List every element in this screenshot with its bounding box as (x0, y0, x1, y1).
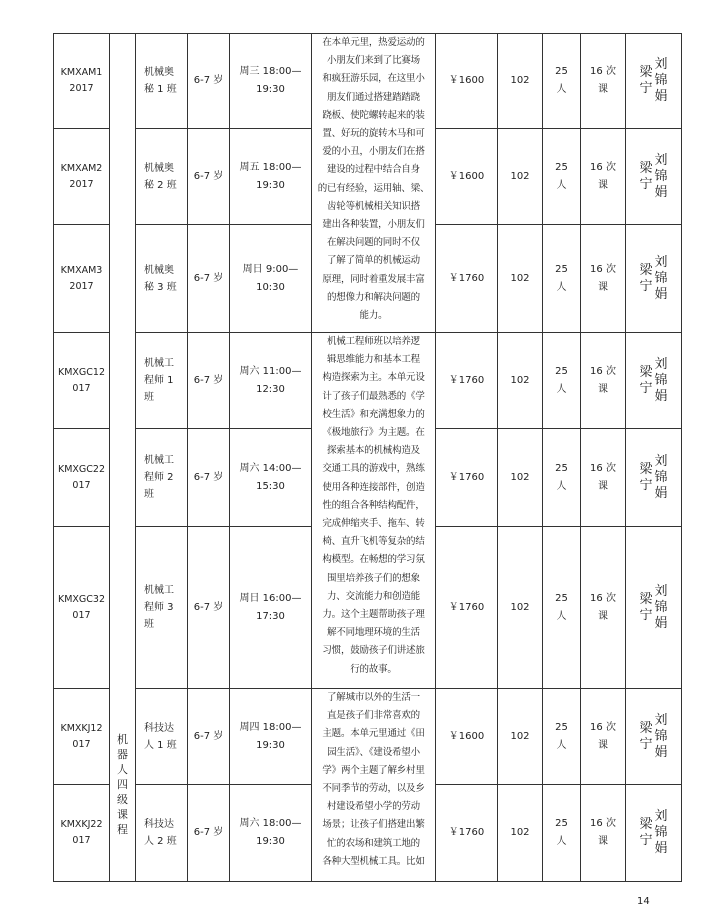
capacity (543, 429, 581, 527)
room: 102 (498, 34, 543, 129)
course-code-line: KMXAM3 (60, 264, 103, 276)
class-name-line: 科技达 (144, 722, 174, 734)
class-time-line: 周四 18:00— (239, 721, 302, 733)
teacher-2: 刘锦娟 (654, 712, 668, 760)
course-code (54, 785, 110, 882)
class-name-line: 程师 3 (144, 602, 174, 613)
teacher-1: 梁宁 (639, 262, 653, 294)
course-code (54, 429, 110, 527)
description-line: 朋友们通过搭建踏踏跷 (326, 91, 420, 103)
teacher-1: 梁宁 (639, 160, 653, 192)
price: ￥1760 (436, 333, 498, 429)
class-name-line: 班 (144, 392, 154, 403)
price: ￥1760 (436, 225, 498, 333)
class-name-line: 机械奥 (144, 264, 174, 276)
description-line: 场景；让孩子们搭建出繁 (322, 819, 425, 831)
description-line: 跷板、使陀螺转起来的装 (322, 109, 425, 121)
description-line: 机械工程师班以培养逻 (326, 336, 420, 347)
lesson-count (581, 429, 626, 527)
room: 102 (498, 225, 543, 333)
course-code-line: KMXAM1 (60, 67, 103, 78)
room: 102 (498, 129, 543, 225)
room: 102 (498, 333, 543, 429)
teacher-2: 刘锦娟 (654, 254, 668, 302)
description-line: 齿轮等机械相关知识搭 (326, 200, 420, 212)
course-code (54, 225, 110, 333)
description-line: 直是孩子们非常喜欢的 (326, 710, 420, 722)
teachers (626, 527, 682, 689)
room: 102 (498, 429, 543, 527)
description-line: 椅、直升飞机等复杂的结 (322, 536, 425, 548)
table-row (54, 689, 682, 785)
class-time-line: 19:30 (256, 179, 285, 191)
capacity-line: 人 (556, 480, 567, 492)
category-char: 程 (117, 823, 128, 836)
description-line: 力。这个主题帮助孩子理 (322, 609, 425, 621)
description-line: 在本单元里，热爱运动的 (322, 37, 425, 48)
category-char: 机 (117, 733, 128, 746)
class-time (230, 34, 312, 129)
class-time-line: 19:30 (256, 84, 285, 95)
lesson-count (581, 785, 626, 882)
description-line: 交通工具的游戏中，熟练 (322, 463, 425, 475)
class-name-line: 秘 2 班 (144, 179, 177, 191)
description-line: 在解决问题的同时不仅 (326, 237, 420, 249)
class-time (230, 689, 312, 785)
description-line: 校生活》和充满想象力的 (322, 408, 425, 420)
lesson-count-line: 16 次 (590, 66, 616, 77)
lesson-count (581, 225, 626, 333)
capacity (543, 225, 581, 333)
capacity-line: 25 (555, 365, 568, 377)
course-category (110, 34, 136, 882)
class-time (230, 527, 312, 689)
description-line: 爱的小丑，小朋友们在搭 (322, 146, 425, 158)
lesson-count (581, 129, 626, 225)
class-time-line: 12:30 (256, 383, 285, 395)
age-range: 6-7 岁 (188, 527, 230, 689)
lesson-count-line: 16 次 (590, 721, 616, 733)
capacity (543, 129, 581, 225)
teacher-2: 刘锦娟 (654, 152, 668, 200)
teacher-1: 梁宁 (639, 364, 653, 396)
lesson-count-line: 课 (598, 281, 608, 293)
course-code-line: KMXAM2 (60, 162, 103, 174)
class-time-line: 周六 11:00— (239, 365, 302, 377)
class-time (230, 129, 312, 225)
teacher-2: 刘锦娟 (654, 583, 668, 631)
course-code-line: KMXKJ22 (60, 819, 103, 830)
course-code-line: 2017 (69, 83, 94, 94)
capacity-line: 25 (555, 818, 568, 829)
lesson-count-line: 课 (598, 480, 608, 492)
description-line: 的想像力和解决问题的 (326, 291, 420, 303)
teachers (626, 785, 682, 882)
age-range: 6-7 岁 (188, 225, 230, 333)
class-name (136, 689, 188, 785)
teacher-2: 刘锦娟 (654, 57, 668, 104)
description-line: 《极地旅行》为主题。在 (322, 427, 425, 439)
lesson-count (581, 689, 626, 785)
category-char: 课 (117, 808, 128, 821)
description-line: 不同季节的劳动，以及乡 (322, 783, 425, 795)
class-name-line: 程师 2 (144, 472, 174, 483)
class-name-line: 机械奥 (144, 67, 174, 78)
capacity-line: 25 (555, 462, 568, 474)
class-name-line: 秘 3 班 (144, 281, 177, 293)
category-char: 四 (117, 778, 128, 791)
description-line: 建出各种装置，小朋友们 (322, 219, 425, 231)
class-time-line: 周三 18:00— (239, 66, 302, 77)
lesson-count-line: 课 (598, 610, 608, 622)
description-line: 计了孩子们最熟悉的《学 (322, 390, 425, 402)
description-line: 和疯狂游乐园，在这里小 (322, 73, 425, 85)
lesson-count-line: 课 (598, 383, 608, 395)
age-range: 6-7 岁 (188, 129, 230, 225)
course-description (312, 333, 436, 689)
class-name (136, 527, 188, 689)
capacity (543, 333, 581, 429)
capacity-line: 人 (556, 281, 567, 293)
description-line: 力、交流能力和创造能 (326, 590, 420, 602)
lesson-count-line: 课 (598, 84, 608, 95)
course-code-line: 2017 (69, 178, 94, 190)
class-time (230, 225, 312, 333)
capacity (543, 785, 581, 882)
category-char: 器 (117, 748, 128, 761)
course-code-line: KMXGC12 (57, 366, 106, 378)
lesson-count-line: 课 (598, 836, 608, 847)
course-code-line: 017 (72, 609, 91, 621)
price: ￥1760 (436, 785, 498, 882)
course-code-line: KMXKJ12 (60, 722, 103, 734)
lesson-count-line: 16 次 (590, 365, 616, 377)
class-time-line: 15:30 (256, 480, 285, 492)
capacity-line: 25 (555, 592, 568, 604)
description-line: 行的故事。 (350, 663, 397, 675)
teacher-2: 刘锦娟 (654, 453, 668, 501)
price: ￥1600 (436, 129, 498, 225)
course-description (312, 34, 436, 333)
description-line: 探索基本的机械构造及 (326, 445, 420, 457)
capacity-line: 25 (555, 161, 568, 173)
lesson-count (581, 34, 626, 129)
category-char: 人 (117, 763, 128, 776)
course-code-line: 2017 (69, 280, 94, 292)
class-time (230, 333, 312, 429)
lesson-count-line: 16 次 (590, 592, 616, 604)
capacity (543, 689, 581, 785)
class-time-line: 周六 14:00— (239, 462, 302, 474)
age-range: 6-7 岁 (188, 34, 230, 129)
capacity-line: 人 (556, 610, 567, 622)
description-line: 解不同地理环境的生活 (326, 627, 420, 639)
class-name-line: 科技达 (144, 819, 174, 830)
capacity-line: 人 (556, 836, 567, 847)
description-line: 辑思维能力和基本工程 (326, 354, 420, 366)
course-code-line: KMXGC32 (57, 593, 106, 605)
table-row (54, 333, 682, 429)
capacity-line: 人 (556, 84, 567, 95)
teachers (626, 34, 682, 129)
room: 102 (498, 527, 543, 689)
course-code (54, 333, 110, 429)
description-line: 构模型。在畅想的学习氛 (322, 554, 425, 566)
teacher-1: 梁宁 (639, 591, 653, 623)
teachers (626, 225, 682, 333)
description-line: 置、好玩的旋转木马和可 (322, 128, 425, 140)
teacher-1: 梁宁 (639, 817, 653, 848)
class-time-line: 周六 18:00— (239, 818, 302, 829)
price: ￥1760 (436, 527, 498, 689)
teacher-1: 梁宁 (639, 65, 653, 96)
course-code-line: 017 (72, 479, 91, 491)
lesson-count (581, 333, 626, 429)
class-name (136, 429, 188, 527)
description-line: 的已有经验，运用轴、梁、 (317, 182, 430, 194)
class-name-line: 秘 1 班 (144, 84, 177, 95)
lesson-count-line: 课 (598, 179, 608, 191)
teacher-1: 梁宁 (639, 461, 653, 493)
teachers (626, 689, 682, 785)
lesson-count-line: 16 次 (590, 462, 616, 474)
class-time (230, 785, 312, 882)
class-name-line: 班 (144, 619, 154, 630)
teachers (626, 333, 682, 429)
age-range: 6-7 岁 (188, 785, 230, 882)
course-code (54, 527, 110, 689)
description-line: 能力。 (359, 310, 388, 322)
description-line: 习惯，鼓励孩子们讲述旅 (322, 645, 425, 657)
course-code-line: 017 (72, 835, 91, 846)
class-name (136, 225, 188, 333)
course-code (54, 129, 110, 225)
class-name-line: 机械工 (144, 455, 174, 466)
description-line: 了解城市以外的生活一 (326, 692, 420, 703)
class-name-line: 机械奥 (144, 162, 174, 174)
description-line: 小朋友们来到了比赛场 (326, 55, 420, 67)
class-name-line: 机械工 (144, 585, 174, 596)
capacity-line: 人 (556, 179, 567, 191)
description-line: 主题。本单元里通过《田 (322, 728, 425, 740)
description-line: 了解了简单的机械运动 (326, 255, 420, 267)
course-code-line: 017 (72, 382, 91, 394)
lesson-count-line: 课 (598, 739, 608, 751)
class-name-line: 人 2 班 (144, 836, 177, 847)
class-name (136, 129, 188, 225)
class-name (136, 34, 188, 129)
capacity-line: 25 (555, 263, 568, 275)
class-time-line: 19:30 (256, 836, 285, 847)
description-line: 忙的农场和建筑工地的 (326, 837, 420, 849)
capacity (543, 34, 581, 129)
lesson-count (581, 527, 626, 689)
category-char: 级 (117, 793, 128, 806)
capacity-line: 25 (555, 721, 568, 733)
description-line: 园生活》、《建设希望小 (327, 746, 420, 758)
class-name-line: 机械工 (144, 358, 174, 369)
age-range: 6-7 岁 (188, 689, 230, 785)
price: ￥1760 (436, 429, 498, 527)
class-name (136, 785, 188, 882)
page-number: 14 (637, 896, 650, 907)
description-line: 村建设希望小学的劳动 (326, 801, 420, 813)
teachers (626, 429, 682, 527)
capacity-line: 25 (555, 66, 568, 77)
age-range: 6-7 岁 (188, 333, 230, 429)
description-line: 构造探索为主。本单元设 (322, 372, 425, 384)
lesson-count-line: 16 次 (590, 161, 616, 173)
description-line: 性的组合各种结构配件， (322, 499, 425, 511)
course-code-line: 017 (72, 738, 91, 750)
room: 102 (498, 785, 543, 882)
class-time-line: 19:30 (256, 739, 285, 751)
teacher-2: 刘锦娟 (654, 809, 668, 856)
teacher-1: 梁宁 (639, 720, 653, 752)
teacher-2: 刘锦娟 (654, 356, 668, 404)
description-line: 各种大型机械工具。比如 (322, 855, 425, 867)
capacity-line: 人 (556, 383, 567, 395)
description-line: 使用各种连接部件，创造 (322, 481, 425, 493)
class-name-line: 班 (144, 489, 154, 500)
class-time (230, 429, 312, 527)
class-time-line: 周五 18:00— (239, 161, 302, 173)
class-name-line: 人 1 班 (144, 739, 177, 751)
teachers (626, 129, 682, 225)
age-range: 6-7 岁 (188, 429, 230, 527)
lesson-count-line: 16 次 (590, 818, 616, 829)
price: ￥1600 (436, 689, 498, 785)
class-time-line: 周日 9:00— (242, 263, 299, 275)
course-code (54, 34, 110, 129)
lesson-count-line: 16 次 (590, 263, 616, 275)
description-line: 原理，同时着重发展丰富 (322, 273, 425, 285)
table-row (54, 34, 682, 129)
course-schedule-table (53, 33, 682, 882)
class-time-line: 17:30 (256, 610, 285, 622)
capacity-line: 人 (556, 739, 567, 751)
class-name-line: 程师 1 (144, 375, 174, 386)
price: ￥1600 (436, 34, 498, 129)
course-code-line: KMXGC22 (57, 463, 106, 475)
course-code (54, 689, 110, 785)
room: 102 (498, 689, 543, 785)
description-line: 学》两个主题了解乡村里 (322, 764, 425, 776)
class-time-line: 周日 16:00— (239, 592, 302, 604)
description-line: 建设的过程中结合自身 (326, 164, 420, 176)
class-name (136, 333, 188, 429)
capacity (543, 527, 581, 689)
course-description (312, 689, 436, 882)
description-line: 完成伸缩夹手、拖车、转 (322, 518, 425, 530)
description-line: 围里培养孩子们的想象 (326, 572, 420, 584)
class-time-line: 10:30 (256, 281, 285, 293)
